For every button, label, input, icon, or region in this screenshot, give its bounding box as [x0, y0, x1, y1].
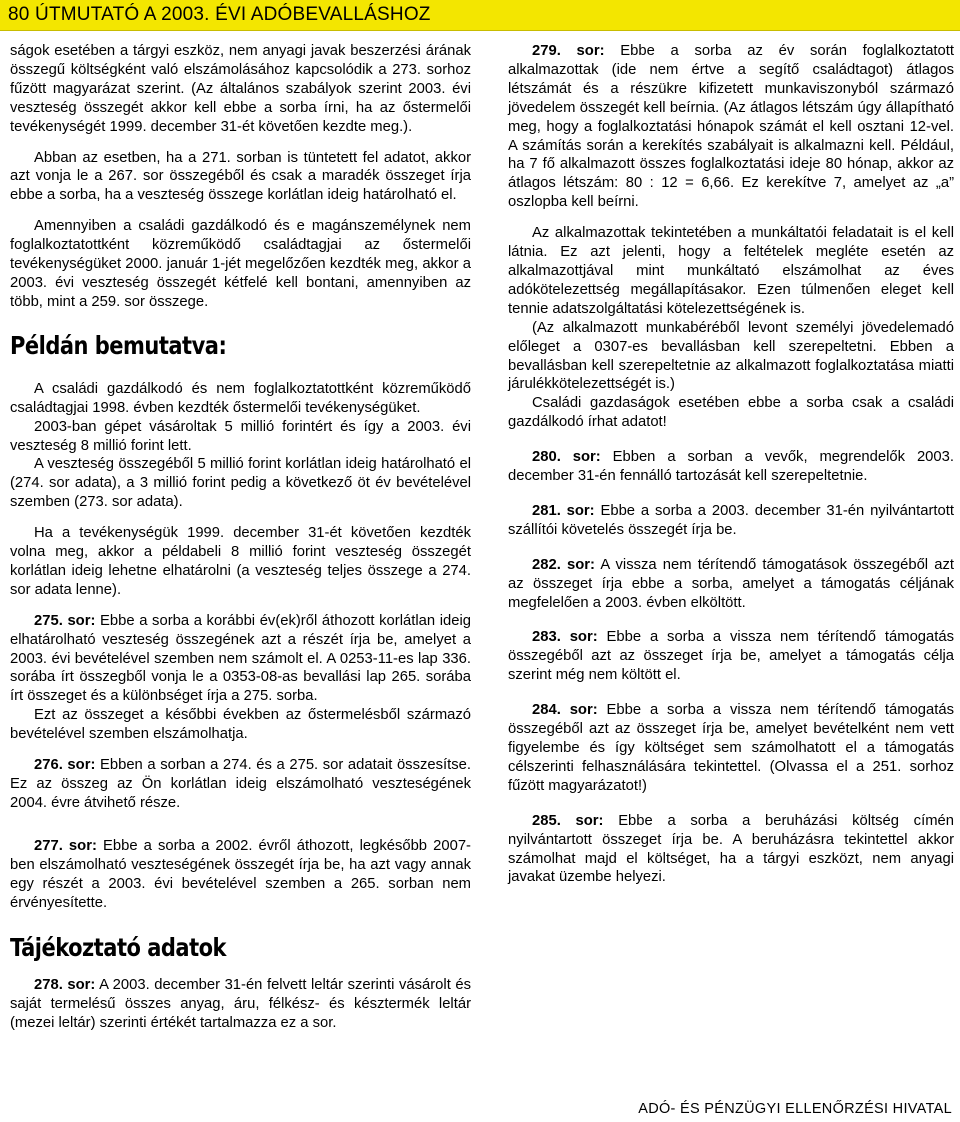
row-entry-279 — [508, 42, 954, 212]
row-sor-label: sor: — [67, 612, 96, 629]
row-entry-278 — [10, 976, 471, 1033]
page-footer: ADÓ- ÉS PÉNZÜGYI ELLENŐRZÉSI HIVATAL — [638, 1101, 952, 1117]
right-column — [508, 42, 954, 887]
example-paragraph: A családi gazdálkodó és nem foglalkoztatottként közreműködő családtagjai 1998. évben kezdték őstermelői tevékenységüket. — [10, 380, 471, 416]
example-paragraph: Ha a tevékenységük 1999. december 31-ét követően kezdték volna meg, akkor a példabeli 8 millió forint veszteség összegét korlátlan ideig lehetne elhatárolni (a veszteség teljes összege a 274. sor adata lenne). — [10, 525, 471, 598]
row-text: Ebben a sorban a 274. és a 275. sor adatait összesítse. Ez az összeg az Ön korlátlan ideig elszámolható veszteségének 2004. évre átvihető része. — [10, 757, 471, 811]
row-sor-label: sor: — [68, 837, 97, 854]
row-text: Ebbe a sorba a beruházási költség címén nyilvántartott összeget írja be. A beruházásra tekintettel akkor számolhat majd el költséget, ha a tárgyi eszközt, nem anyagi javakat üzembe helyezi. — [508, 812, 954, 886]
row-number: 285. — [532, 812, 561, 829]
row-number: 283. — [532, 629, 561, 646]
row-text: Ebbe a sorba a korábbi év(ek)ről áthozott korlátlan ideig elhatárolható veszteség összegének azt a részét írja be, amelyet a 2003. évi bevételével szemben nem számolt el. A 0253-11-es lap 336. sorába írt összegből vonja le a 0353-08-as bevallási lap 265. sorába írt összeget és a különbséget írja a 275. sorba. — [10, 612, 471, 705]
row-text: Ebbe a sorba a 2002. évről áthozott, legkésőbb 2007-ben elszámolható veszteségének összegét írja be, ha azt vagy annak egy részét a 2003. évi bevételével szemben a 265. sorban nem érvényesítette. — [10, 837, 471, 911]
row-number: 279. — [532, 43, 561, 59]
row-number: 276. — [34, 757, 63, 774]
page-header — [0, 0, 960, 31]
row-sor-label: sor: — [575, 812, 604, 829]
row-entry-282 — [508, 556, 954, 613]
paragraph: Családi gazdaságok esetében ebbe a sorba csak a családi gazdálkodó írhat adatot! — [508, 395, 954, 431]
row-text: Ebbe a sorba a vissza nem térítendő támogatás összegéből azt az összeget írja be, amelyet a támogatás célja szerint még nem költött el. — [508, 629, 954, 684]
document-title: ÚTMUTATÓ A 2003. ÉVI ADÓBEVALLÁSHOZ — [35, 4, 431, 25]
row-number: 277. — [34, 837, 63, 854]
row-number: 278. — [34, 977, 63, 994]
paragraph: Ezt az összeget a későbbi években az őstermelésből származó bevételével szemben elszámolhatja. — [10, 707, 471, 743]
row-sor-label: sor: — [566, 502, 595, 519]
row-number: 284. — [532, 702, 561, 719]
row-entry-275 — [10, 612, 471, 707]
paragraph: ságok esetében a tárgyi eszköz, nem anyagi javak beszerzési árának összegű költségként való elszámolásához kapcsolódik a 273. sorhoz fűzött magyarázat szerint. (Az általános szabályok szerint 2003. évi veszteség összegét akkor kell ebbe a sorba írni, ha az őstermelői tevékenységét 1999. december 31-ét követően kezdte meg.). — [10, 43, 471, 135]
row-sor-label: sor: — [576, 43, 605, 59]
left-column — [10, 42, 471, 1033]
example-paragraph: A veszteség összegéből 5 millió forint korlátlan ideig határolható el (274. sor adata), a 3 millió forint pedig a következő öt év bevételével szemben (273. sor adata). — [10, 456, 471, 511]
row-sor-label: sor: — [569, 702, 598, 719]
section-heading-example: Példán bemutatva: — [10, 330, 227, 360]
row-sor-label: sor: — [569, 629, 598, 646]
row-entry-281 — [508, 502, 954, 540]
header-title — [8, 3, 431, 27]
row-sor-label: sor: — [566, 556, 595, 573]
row-entry-276 — [10, 756, 471, 813]
row-number: 280. — [532, 449, 561, 466]
row-text: Ebbe a sorba az év során foglalkoztatott alkalmazottak (ide nem értve a segítő családtagot) átlagos létszámát és a részükre kifizetett munkaviszonyból származó jövedelem összegét kell beírnia. (Az átlagos létszám úgy állapítható meg, hogy a foglalkoztatási hónapok számát el kell osztani 12-vel. A számítás során a kerekítés szabályait is alkalmazni kell. Például, ha 7 fő alkalmazott összes foglalkoztatási ideje 80 hónap, akkor az átlagos létszám: 80 : 12 = 6,66. Ez kerekítve 7, amelyet az „a” oszlopba kell beírni. — [508, 43, 954, 211]
paragraph: Abban az esetben, ha a 271. sorban is tüntetett fel adatot, akkor azt vonja le a 267. sor összegéből és csak a maradék összeget írja ebbe a sorba, ha a veszteség összege korlátlan ideig határolható el. — [10, 149, 471, 204]
row-entry-285 — [508, 812, 954, 888]
section-heading-info: Tájékoztató adatok — [10, 933, 227, 963]
paragraph: (Az alkalmazott munkabéréből levont személyi jövedelemadó előleget a 0307-es bevallásban kell szerepeltetni. Ebben a bevallásban kell szerepeltetnie az alkalmazott foglalkoztatása miatti járulékkötelezettségét is.) — [508, 319, 954, 393]
row-text: A 2003. december 31-én felvett leltár szerinti vásárolt és saját termelésű összes anyag, áru, félkész- és késztermék leltár (mezei leltár) szerinti értékét tartalmazza ez a sor. — [10, 977, 471, 1032]
row-number: 275. — [34, 612, 63, 629]
row-number: 282. — [532, 556, 561, 573]
row-number: 281. — [532, 502, 561, 519]
row-entry-280 — [508, 448, 954, 486]
row-sor-label: sor: — [572, 449, 601, 466]
paragraph: Amennyiben a családi gazdálkodó és e magánszemélynek nem foglalkoztatottként közreműködő családtagjai az őstermelői tevékenységüket 2000. január 1-jét megelőzően kezdték meg, akkor a 2003. évi veszteség összegét kétfelé kell bontani, amennyiben az több, mint a 259. sor összege. — [10, 218, 471, 310]
row-sor-label: sor: — [67, 757, 96, 774]
row-text: Ebbe a sorba a vissza nem térítendő támogatás összegéből azt az összeget írja be, amelyet bevételként nem vett figyelembe és így költséget sem számolhatott el a támogatás célszerinti felhasználására tekintettel. (Olvassa el a 251. sorhoz fűzött magyarázatot!) — [508, 702, 954, 794]
row-entry-284 — [508, 701, 954, 796]
page-number: 80 — [8, 4, 30, 25]
paragraph: Az alkalmazottak tekintetében a munkáltatói feladatait is el kell látnia. Ez azt jelenti, hogy a feltételek megléte esetén az alkalmazottjával mint munkáltató elszámolhat az éves adókötelezettség megállapításakor. Ezen túlmenően eleget kell tennie adatszolgáltatási kötelezettségének is. — [508, 225, 954, 317]
row-text: Ebbe a sorba a 2003. december 31-én nyilvántartott szállítói követelés összegét írja be. — [508, 502, 954, 538]
row-sor-label: sor: — [67, 977, 96, 994]
row-text: A vissza nem térítendő támogatások összegéből azt az összeget írja ebbe a sorba, amelyet a támogatás céljának megfelelően a 2003. évben elköltött. — [508, 556, 954, 611]
row-text: Ebben a sorban a vevők, megrendelők 2003. december 31-én fennálló tartozását kell szerepeltetnie. — [508, 449, 954, 485]
row-entry-277 — [10, 837, 471, 913]
example-paragraph: 2003-ban gépet vásároltak 5 millió forintért és így a 2003. évi veszteség 8 millió forint lett. — [10, 418, 471, 454]
row-entry-283 — [508, 628, 954, 685]
